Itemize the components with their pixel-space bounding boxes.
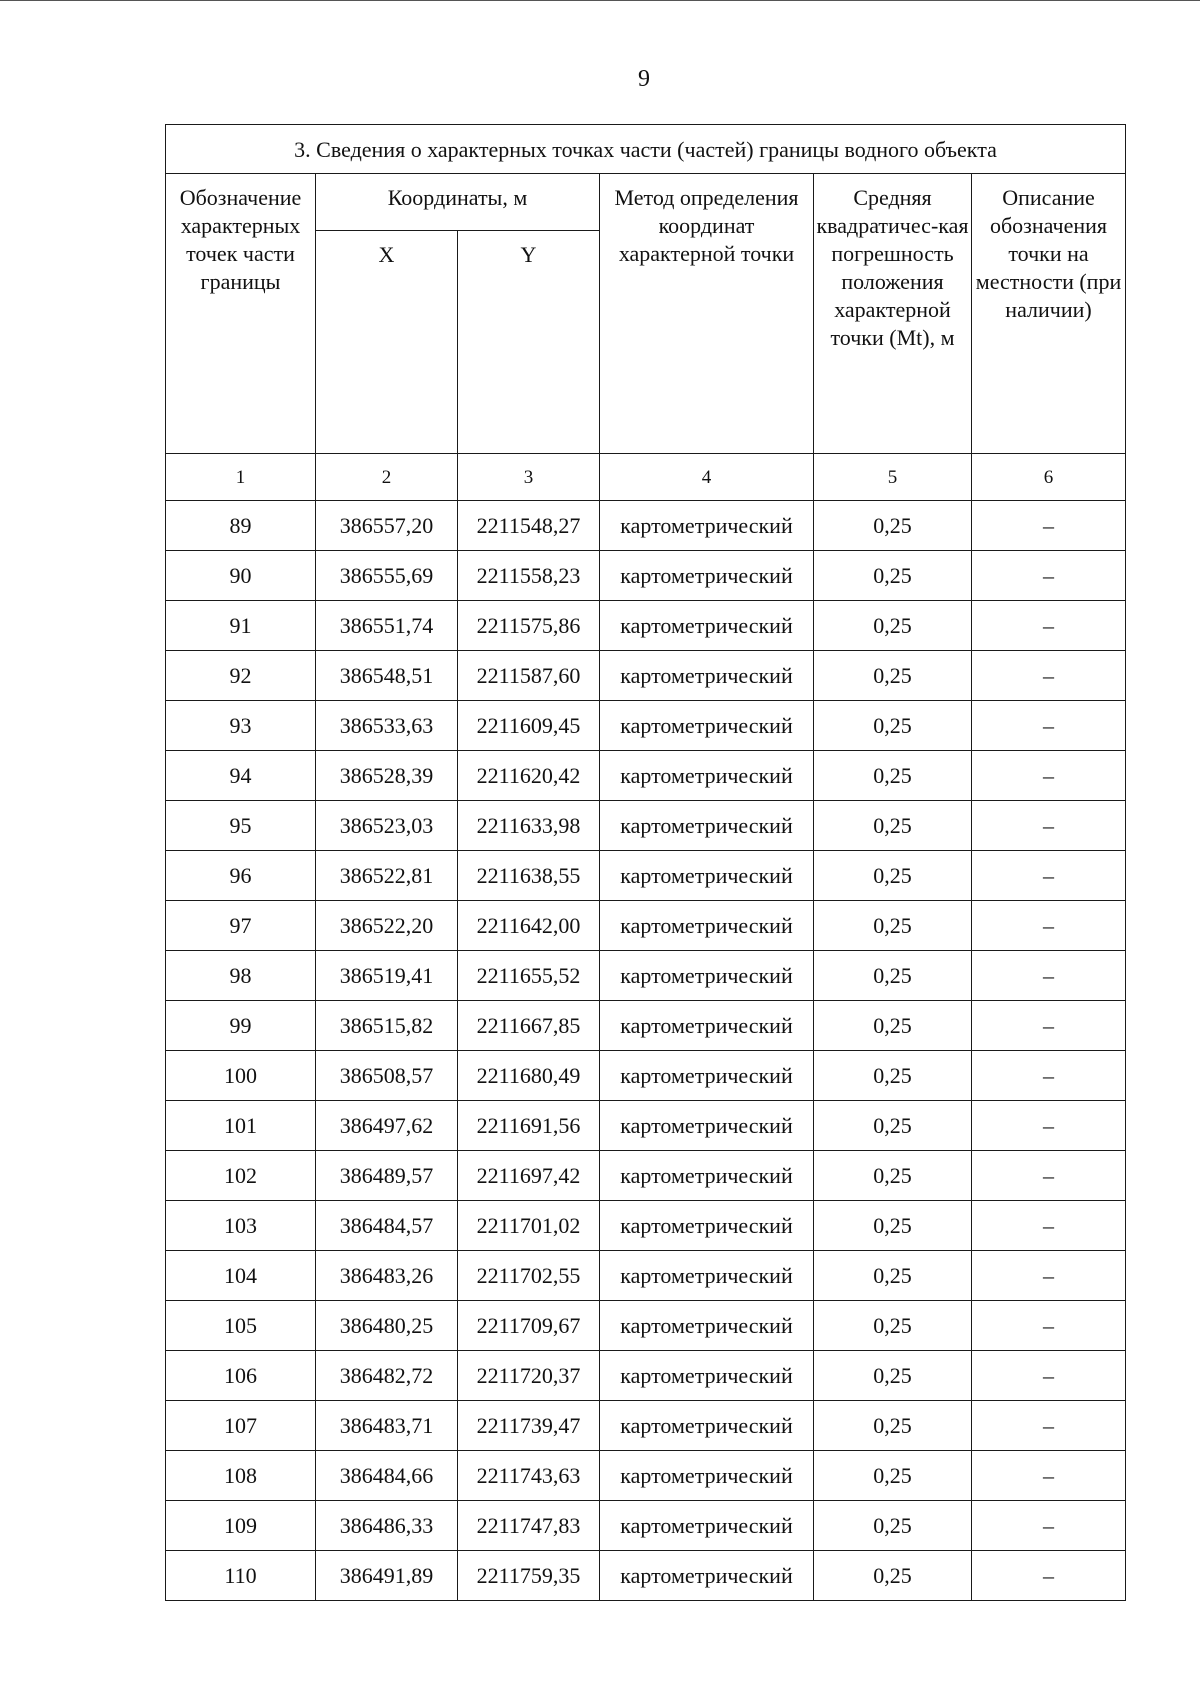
method-cell: картометрический <box>600 1001 814 1051</box>
x-coordinate-cell: 386489,57 <box>316 1151 458 1201</box>
point-id-cell: 107 <box>166 1401 316 1451</box>
y-coordinate-cell: 2211638,55 <box>458 851 600 901</box>
mean-error-cell: 0,25 <box>814 551 972 601</box>
mean-error-cell: 0,25 <box>814 1001 972 1051</box>
method-cell: картометрический <box>600 1351 814 1401</box>
y-coordinate-cell: 2211548,27 <box>458 501 600 551</box>
x-coordinate-cell: 386551,74 <box>316 601 458 651</box>
mean-error-cell: 0,25 <box>814 501 972 551</box>
point-id-cell: 92 <box>166 651 316 701</box>
y-coordinate-cell: 2211701,02 <box>458 1201 600 1251</box>
method-cell: картометрический <box>600 951 814 1001</box>
description-cell: – <box>972 901 1126 951</box>
y-coordinate-cell: 2211747,83 <box>458 1501 600 1551</box>
x-coordinate-cell: 386523,03 <box>316 801 458 851</box>
description-cell: – <box>972 1101 1126 1151</box>
description-cell: – <box>972 1051 1126 1101</box>
header-coordinates: Координаты, м <box>316 174 600 231</box>
description-cell: – <box>972 801 1126 851</box>
table-title: 3. Сведения о характерных точках части (частей) границы водного объекта <box>166 125 1126 174</box>
description-cell: – <box>972 1001 1126 1051</box>
y-coordinate-cell: 2211587,60 <box>458 651 600 701</box>
column-number: 4 <box>600 454 814 501</box>
mean-error-cell: 0,25 <box>814 901 972 951</box>
boundary-points-table <box>165 124 1126 1601</box>
y-coordinate-cell: 2211759,35 <box>458 1551 600 1601</box>
method-cell: картометрический <box>600 1201 814 1251</box>
y-coordinate-cell: 2211558,23 <box>458 551 600 601</box>
description-cell: – <box>972 1351 1126 1401</box>
point-id-cell: 109 <box>166 1501 316 1551</box>
table-row <box>166 1351 1126 1401</box>
method-cell: картометрический <box>600 1151 814 1201</box>
point-id-cell: 98 <box>166 951 316 1001</box>
y-coordinate-cell: 2211609,45 <box>458 701 600 751</box>
table-row <box>166 1151 1126 1201</box>
description-cell: – <box>972 851 1126 901</box>
mean-error-cell: 0,25 <box>814 1401 972 1451</box>
header-mean-error: Средняя квадратичес-кая погрешность положения характерной точки (Mt), м <box>814 174 972 454</box>
method-cell: картометрический <box>600 801 814 851</box>
x-coordinate-cell: 386555,69 <box>316 551 458 601</box>
table-row <box>166 901 1126 951</box>
method-cell: картометрический <box>600 501 814 551</box>
y-coordinate-cell: 2211691,56 <box>458 1101 600 1151</box>
method-cell: картометрический <box>600 701 814 751</box>
description-cell: – <box>972 951 1126 1001</box>
description-cell: – <box>972 551 1126 601</box>
point-id-cell: 96 <box>166 851 316 901</box>
header-description: Описание обозначения точки на местности (при наличии) <box>972 174 1126 454</box>
y-coordinate-cell: 2211575,86 <box>458 601 600 651</box>
x-coordinate-cell: 386522,20 <box>316 901 458 951</box>
point-id-cell: 106 <box>166 1351 316 1401</box>
point-id-cell: 95 <box>166 801 316 851</box>
table-row <box>166 1301 1126 1351</box>
x-coordinate-cell: 386486,33 <box>316 1501 458 1551</box>
description-cell: – <box>972 601 1126 651</box>
x-coordinate-cell: 386483,26 <box>316 1251 458 1301</box>
mean-error-cell: 0,25 <box>814 1501 972 1551</box>
description-cell: – <box>972 1201 1126 1251</box>
column-number-row <box>166 454 1126 501</box>
description-cell: – <box>972 1401 1126 1451</box>
mean-error-cell: 0,25 <box>814 1151 972 1201</box>
y-coordinate-cell: 2211620,42 <box>458 751 600 801</box>
method-cell: картометрический <box>600 1401 814 1451</box>
method-cell: картометрический <box>600 1451 814 1501</box>
header-x-spacer <box>316 287 458 454</box>
method-cell: картометрический <box>600 901 814 951</box>
mean-error-cell: 0,25 <box>814 801 972 851</box>
y-coordinate-cell: 2211697,42 <box>458 1151 600 1201</box>
header-y: Y <box>458 231 600 288</box>
mean-error-cell: 0,25 <box>814 851 972 901</box>
table-row <box>166 701 1126 751</box>
column-number: 3 <box>458 454 600 501</box>
table-row <box>166 651 1126 701</box>
header-y-spacer <box>458 287 600 454</box>
table-row <box>166 1101 1126 1151</box>
point-id-cell: 91 <box>166 601 316 651</box>
method-cell: картометрический <box>600 751 814 801</box>
point-id-cell: 103 <box>166 1201 316 1251</box>
y-coordinate-cell: 2211743,63 <box>458 1451 600 1501</box>
mean-error-cell: 0,25 <box>814 951 972 1001</box>
x-coordinate-cell: 386480,25 <box>316 1301 458 1351</box>
mean-error-cell: 0,25 <box>814 701 972 751</box>
x-coordinate-cell: 386515,82 <box>316 1001 458 1051</box>
table-row <box>166 1201 1126 1251</box>
method-cell: картометрический <box>600 1501 814 1551</box>
table-row <box>166 1501 1126 1551</box>
table-row <box>166 601 1126 651</box>
point-id-cell: 110 <box>166 1551 316 1601</box>
point-id-cell: 102 <box>166 1151 316 1201</box>
table-row <box>166 851 1126 901</box>
x-coordinate-cell: 386483,71 <box>316 1401 458 1451</box>
y-coordinate-cell: 2211720,37 <box>458 1351 600 1401</box>
description-cell: – <box>972 1251 1126 1301</box>
x-coordinate-cell: 386519,41 <box>316 951 458 1001</box>
table-row <box>166 1451 1126 1501</box>
table-row <box>166 501 1126 551</box>
x-coordinate-cell: 386522,81 <box>316 851 458 901</box>
point-id-cell: 108 <box>166 1451 316 1501</box>
column-number: 6 <box>972 454 1126 501</box>
point-id-cell: 90 <box>166 551 316 601</box>
point-id-cell: 89 <box>166 501 316 551</box>
mean-error-cell: 0,25 <box>814 1201 972 1251</box>
point-id-cell: 101 <box>166 1101 316 1151</box>
description-cell: – <box>972 701 1126 751</box>
column-number: 1 <box>166 454 316 501</box>
x-coordinate-cell: 386491,89 <box>316 1551 458 1601</box>
y-coordinate-cell: 2211633,98 <box>458 801 600 851</box>
method-cell: картометрический <box>600 651 814 701</box>
point-id-cell: 104 <box>166 1251 316 1301</box>
point-id-cell: 99 <box>166 1001 316 1051</box>
method-cell: картометрический <box>600 1551 814 1601</box>
point-id-cell: 100 <box>166 1051 316 1101</box>
mean-error-cell: 0,25 <box>814 601 972 651</box>
description-cell: – <box>972 1551 1126 1601</box>
method-cell: картометрический <box>600 551 814 601</box>
x-coordinate-cell: 386548,51 <box>316 651 458 701</box>
point-id-cell: 105 <box>166 1301 316 1351</box>
header-x: X <box>316 231 458 288</box>
y-coordinate-cell: 2211680,49 <box>458 1051 600 1101</box>
table-row <box>166 1401 1126 1451</box>
mean-error-cell: 0,25 <box>814 1551 972 1601</box>
x-coordinate-cell: 386528,39 <box>316 751 458 801</box>
description-cell: – <box>972 501 1126 551</box>
table-row <box>166 1251 1126 1301</box>
method-cell: картометрический <box>600 851 814 901</box>
mean-error-cell: 0,25 <box>814 1301 972 1351</box>
mean-error-cell: 0,25 <box>814 1101 972 1151</box>
y-coordinate-cell: 2211642,00 <box>458 901 600 951</box>
column-number: 2 <box>316 454 458 501</box>
description-cell: – <box>972 1151 1126 1201</box>
header-method: Метод определения координат характерной точки <box>600 174 814 454</box>
description-cell: – <box>972 651 1126 701</box>
method-cell: картометрический <box>600 1251 814 1301</box>
y-coordinate-cell: 2211667,85 <box>458 1001 600 1051</box>
y-coordinate-cell: 2211655,52 <box>458 951 600 1001</box>
y-coordinate-cell: 2211709,67 <box>458 1301 600 1351</box>
x-coordinate-cell: 386508,57 <box>316 1051 458 1101</box>
method-cell: картометрический <box>600 1051 814 1101</box>
point-id-cell: 94 <box>166 751 316 801</box>
page-number: 9 <box>638 66 650 92</box>
table-row <box>166 1551 1126 1601</box>
x-coordinate-cell: 386482,72 <box>316 1351 458 1401</box>
x-coordinate-cell: 386533,63 <box>316 701 458 751</box>
mean-error-cell: 0,25 <box>814 1251 972 1301</box>
x-coordinate-cell: 386484,57 <box>316 1201 458 1251</box>
description-cell: – <box>972 751 1126 801</box>
mean-error-cell: 0,25 <box>814 1451 972 1501</box>
column-number: 5 <box>814 454 972 501</box>
mean-error-cell: 0,25 <box>814 1351 972 1401</box>
method-cell: картометрический <box>600 1301 814 1351</box>
x-coordinate-cell: 386557,20 <box>316 501 458 551</box>
x-coordinate-cell: 386484,66 <box>316 1451 458 1501</box>
point-id-cell: 97 <box>166 901 316 951</box>
y-coordinate-cell: 2211702,55 <box>458 1251 600 1301</box>
table-row <box>166 751 1126 801</box>
top-border-line <box>0 0 1200 1</box>
header-point-designation: Обозначение характерных точек части границы <box>166 174 316 454</box>
table-row <box>166 1001 1126 1051</box>
y-coordinate-cell: 2211739,47 <box>458 1401 600 1451</box>
table-row <box>166 551 1126 601</box>
point-id-cell: 93 <box>166 701 316 751</box>
method-cell: картометрический <box>600 601 814 651</box>
table-row <box>166 801 1126 851</box>
method-cell: картометрический <box>600 1101 814 1151</box>
mean-error-cell: 0,25 <box>814 1051 972 1101</box>
description-cell: – <box>972 1451 1126 1501</box>
table-row <box>166 1051 1126 1101</box>
mean-error-cell: 0,25 <box>814 751 972 801</box>
description-cell: – <box>972 1301 1126 1351</box>
mean-error-cell: 0,25 <box>814 651 972 701</box>
table-row <box>166 951 1126 1001</box>
description-cell: – <box>972 1501 1126 1551</box>
x-coordinate-cell: 386497,62 <box>316 1101 458 1151</box>
